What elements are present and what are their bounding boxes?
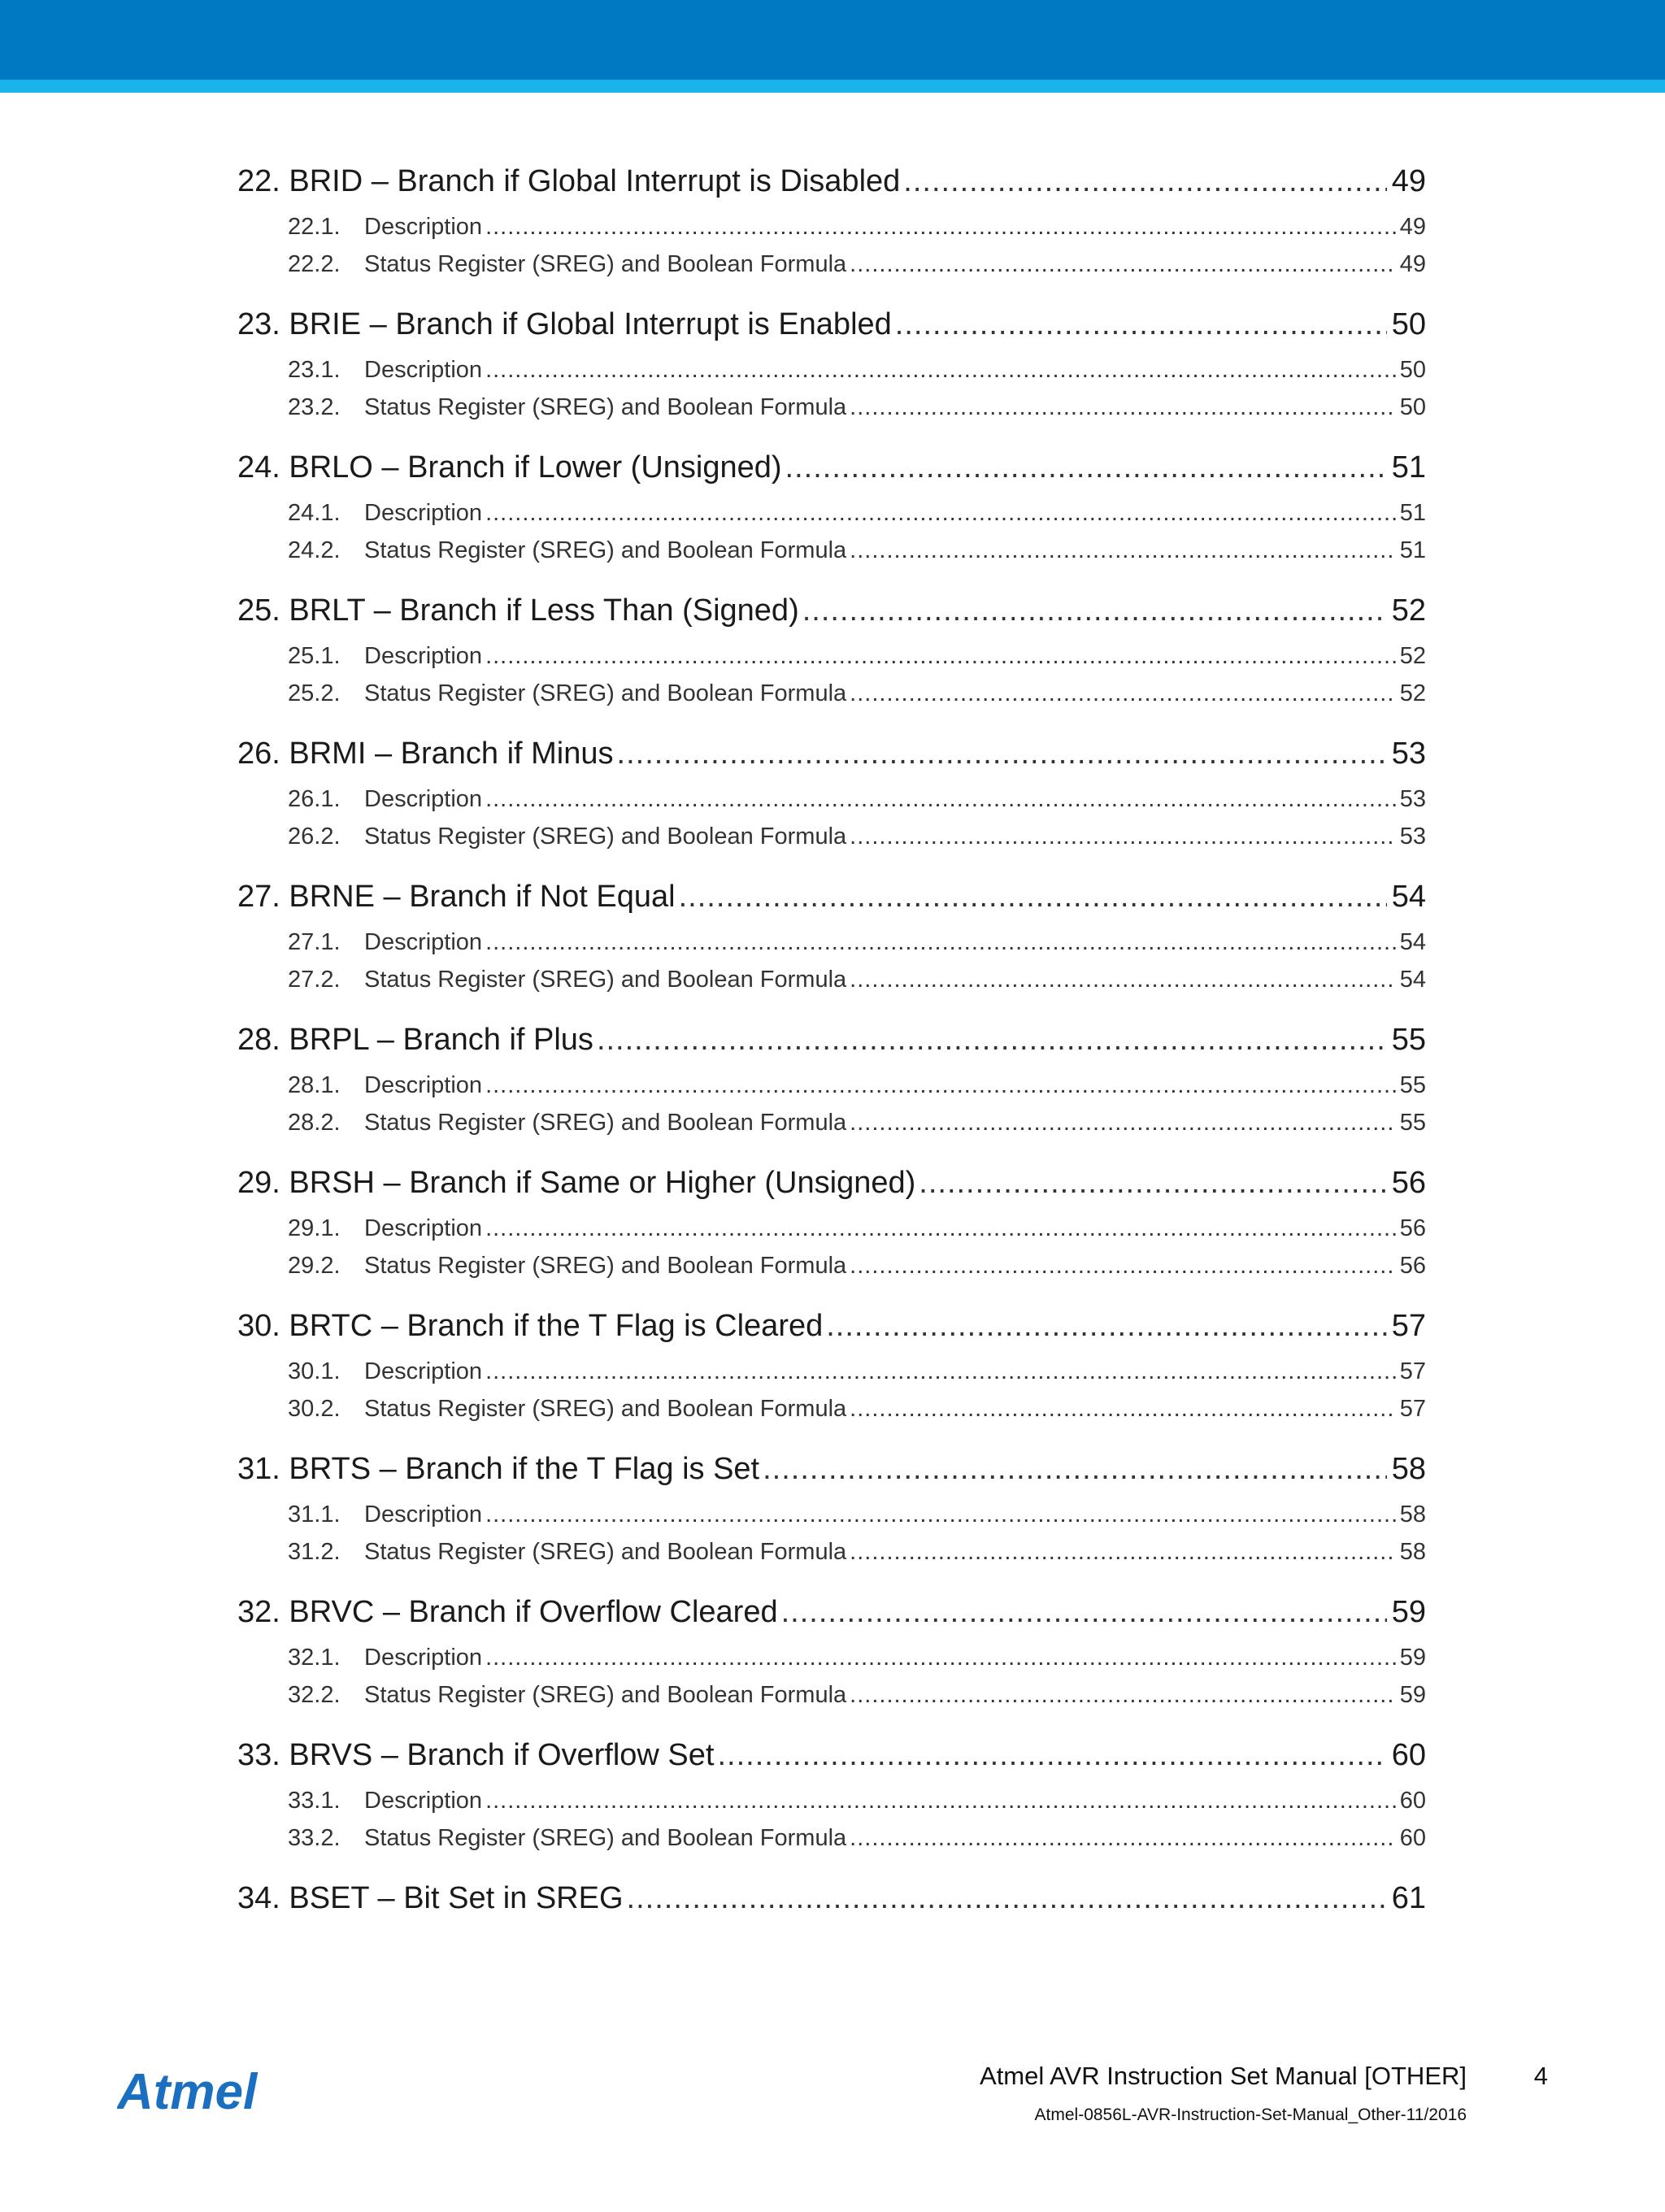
page-footer (0, 2049, 1665, 2211)
toc-subentry-title: Status Register (SREG) and Boolean Formula (364, 1825, 847, 1851)
toc-subentry[interactable] (237, 351, 1426, 389)
dot-leader (763, 1442, 1387, 1496)
toc-entry-title: 32. BRVC – Branch if Overflow Cleared (237, 1595, 778, 1629)
toc-entry-page: 58 (1391, 1452, 1426, 1486)
toc-entry-title: 30. BRTC – Branch if the T Flag is Cleared (237, 1309, 824, 1343)
toc-subentry-title: Description (364, 500, 483, 526)
dot-leader (850, 1247, 1397, 1284)
toc-subentry[interactable] (237, 1676, 1426, 1714)
toc-subentry-number: 26.1. (288, 786, 341, 812)
dot-leader (717, 1728, 1387, 1782)
dot-leader (485, 923, 1397, 961)
dot-leader (826, 1299, 1387, 1353)
toc-subentry-page: 59 (1399, 1682, 1426, 1708)
toc-entry-page: 54 (1391, 880, 1426, 914)
toc-subentry-title: Status Register (SREG) and Boolean Formula (364, 680, 847, 706)
dot-leader (850, 532, 1397, 569)
toc-subentry-number: 23.1. (288, 357, 341, 383)
dot-leader (850, 389, 1397, 426)
toc-entry-page: 52 (1391, 593, 1426, 628)
toc-subentry-number: 31.2. (288, 1539, 341, 1565)
dot-leader (919, 1156, 1387, 1210)
dot-leader (485, 1210, 1397, 1247)
toc-subentry-title: Description (364, 786, 483, 812)
toc-entry-title: 25. BRLT – Branch if Less Than (Signed) (237, 593, 799, 628)
toc-entry-page: 53 (1391, 737, 1426, 771)
toc-section (237, 1585, 1426, 1714)
dot-leader (485, 1782, 1397, 1819)
dot-leader (485, 1639, 1397, 1676)
document-title: Atmel AVR Instruction Set Manual [OTHER] (980, 2062, 1467, 2090)
toc-subentry-page: 60 (1399, 1825, 1426, 1851)
toc-subentry-title: Status Register (SREG) and Boolean Formula (364, 824, 847, 850)
toc-subentry-page: 53 (1399, 824, 1426, 850)
dot-leader (802, 584, 1387, 637)
dot-leader (679, 870, 1387, 923)
dot-leader (485, 351, 1397, 389)
toc-subentry-number: 22.1. (288, 214, 341, 240)
toc-subentry-title: Description (364, 929, 483, 955)
dot-leader (850, 1390, 1397, 1428)
toc-subentry-title: Description (364, 1072, 483, 1098)
header-bar (0, 0, 1665, 80)
toc-subentry-title: Status Register (SREG) and Boolean Formula (364, 537, 847, 563)
toc-entry-title: 26. BRMI – Branch if Minus (237, 737, 614, 771)
toc-subentry-page: 52 (1399, 643, 1426, 669)
toc-entry-page: 50 (1391, 307, 1426, 341)
toc-subentry-number: 33.1. (288, 1788, 341, 1814)
dot-leader (781, 1585, 1387, 1639)
dot-leader (850, 246, 1397, 283)
dot-leader (597, 1013, 1387, 1067)
toc-section (237, 154, 1426, 283)
toc-subentry-number: 26.2. (288, 824, 341, 850)
toc-subentry-title: Description (364, 1358, 483, 1384)
dot-leader (850, 675, 1397, 712)
toc-subentry-page: 54 (1399, 967, 1426, 993)
toc-section (237, 727, 1426, 855)
document-code: Atmel-0856L-AVR-Instruction-Set-Manual_Other-11/2016 (1034, 2106, 1467, 2124)
toc-subentry[interactable] (237, 494, 1426, 532)
toc-subentry-page: 49 (1399, 214, 1426, 240)
toc-subentry-page: 50 (1399, 394, 1426, 420)
toc-subentry[interactable] (237, 780, 1426, 818)
toc-subentry-number: 25.2. (288, 680, 341, 706)
toc-subentry-number: 27.2. (288, 967, 341, 993)
dot-leader (485, 1353, 1397, 1390)
toc-subentry-title: Status Register (SREG) and Boolean Formula (364, 1682, 847, 1708)
toc-section (237, 1871, 1426, 1925)
toc-section (237, 441, 1426, 569)
table-of-contents (237, 154, 1426, 1940)
dot-leader (895, 298, 1387, 351)
toc-entry[interactable] (237, 1156, 1426, 1210)
dot-leader (850, 1533, 1397, 1571)
dot-leader (850, 1819, 1397, 1857)
toc-subentry-number: 28.1. (288, 1072, 341, 1098)
toc-subentry-title: Description (364, 1215, 483, 1241)
toc-subentry[interactable] (237, 532, 1426, 569)
toc-section (237, 1013, 1426, 1141)
toc-subentry[interactable] (237, 1819, 1426, 1857)
toc-entry-title: 31. BRTS – Branch if the T Flag is Set (237, 1452, 760, 1486)
toc-subentry[interactable] (237, 1782, 1426, 1819)
toc-subentry-number: 29.1. (288, 1215, 341, 1241)
toc-subentry-number: 24.1. (288, 500, 341, 526)
toc-subentry-page: 50 (1399, 357, 1426, 383)
dot-leader (850, 961, 1397, 998)
toc-entry[interactable] (237, 1299, 1426, 1353)
toc-subentry[interactable] (237, 923, 1426, 961)
toc-subentry-number: 28.2. (288, 1110, 341, 1136)
toc-subentry[interactable] (237, 1353, 1426, 1390)
toc-subentry[interactable] (237, 1247, 1426, 1284)
toc-entry-page: 56 (1391, 1166, 1426, 1200)
dot-leader (850, 1676, 1397, 1714)
toc-subentry-page: 52 (1399, 680, 1426, 706)
toc-entry-page: 59 (1391, 1595, 1426, 1629)
toc-subentry-number: 32.1. (288, 1645, 341, 1671)
dot-leader (627, 1871, 1387, 1925)
toc-subentry-page: 58 (1399, 1539, 1426, 1565)
toc-subentry-number: 27.1. (288, 929, 341, 955)
toc-subentry-page: 49 (1399, 251, 1426, 277)
toc-entry[interactable] (237, 1728, 1426, 1782)
toc-subentry-title: Status Register (SREG) and Boolean Formula (364, 1110, 847, 1136)
toc-entry-page: 57 (1391, 1309, 1426, 1343)
toc-subentry[interactable] (237, 961, 1426, 998)
toc-entry[interactable] (237, 584, 1426, 637)
toc-subentry[interactable] (237, 1210, 1426, 1247)
toc-entry-title: 33. BRVS – Branch if Overflow Set (237, 1738, 715, 1772)
dot-leader (850, 1104, 1397, 1141)
toc-subentry[interactable] (237, 208, 1426, 246)
toc-entry-page: 61 (1391, 1881, 1426, 1915)
toc-entry-page: 51 (1391, 450, 1426, 485)
toc-subentry-number: 30.1. (288, 1358, 341, 1384)
toc-subentry[interactable] (237, 1496, 1426, 1533)
page-number: 4 (1533, 2062, 1548, 2090)
toc-subentry[interactable] (237, 675, 1426, 712)
toc-entry-page: 49 (1391, 164, 1426, 198)
toc-subentry-page: 55 (1399, 1110, 1426, 1136)
toc-subentry[interactable] (237, 1067, 1426, 1104)
toc-subentry[interactable] (237, 246, 1426, 283)
toc-subentry[interactable] (237, 389, 1426, 426)
toc-subentry-title: Status Register (SREG) and Boolean Formula (364, 967, 847, 993)
toc-subentry-number: 24.2. (288, 537, 341, 563)
toc-subentry-title: Status Register (SREG) and Boolean Formula (364, 251, 847, 277)
dot-leader (903, 154, 1387, 208)
toc-subentry[interactable] (237, 637, 1426, 675)
svg-text:Atmel: Atmel (117, 2065, 258, 2120)
toc-entry[interactable] (237, 154, 1426, 208)
toc-section (237, 1156, 1426, 1284)
toc-entry-page: 60 (1391, 1738, 1426, 1772)
dot-leader (617, 727, 1387, 780)
toc-entry[interactable] (237, 1871, 1426, 1925)
atmel-logo (117, 2065, 288, 2122)
toc-subentry-title: Status Register (SREG) and Boolean Formula (364, 1253, 847, 1279)
dot-leader (485, 780, 1397, 818)
toc-subentry-title: Description (364, 643, 483, 669)
toc-subentry-page: 59 (1399, 1645, 1426, 1671)
toc-entry-page: 55 (1391, 1023, 1426, 1057)
toc-section (237, 584, 1426, 712)
toc-subentry-page: 56 (1399, 1253, 1426, 1279)
toc-subentry-number: 32.2. (288, 1682, 341, 1708)
toc-subentry-title: Status Register (SREG) and Boolean Formula (364, 1539, 847, 1565)
dot-leader (485, 1067, 1397, 1104)
toc-entry[interactable] (237, 1585, 1426, 1639)
toc-subentry[interactable] (237, 818, 1426, 855)
toc-subentry-page: 60 (1399, 1788, 1426, 1814)
toc-subentry[interactable] (237, 1104, 1426, 1141)
toc-subentry-number: 22.2. (288, 251, 341, 277)
dot-leader (485, 494, 1397, 532)
toc-subentry-number: 29.2. (288, 1253, 341, 1279)
toc-subentry-title: Description (364, 1645, 483, 1671)
toc-subentry-title: Description (364, 1501, 483, 1528)
toc-entry-title: 23. BRIE – Branch if Global Interrupt is Enabled (237, 307, 892, 341)
toc-subentry-page: 54 (1399, 929, 1426, 955)
toc-entry-title: 24. BRLO – Branch if Lower (Unsigned) (237, 450, 782, 485)
toc-entry[interactable] (237, 1442, 1426, 1496)
toc-section (237, 1442, 1426, 1571)
toc-subentry[interactable] (237, 1639, 1426, 1676)
toc-section (237, 1728, 1426, 1857)
dot-leader (850, 818, 1397, 855)
toc-subentry-page: 51 (1399, 537, 1426, 563)
toc-entry-title: 22. BRID – Branch if Global Interrupt is Disabled (237, 164, 901, 198)
toc-subentry-number: 33.2. (288, 1825, 341, 1851)
toc-subentry-title: Status Register (SREG) and Boolean Formula (364, 1396, 847, 1422)
toc-subentry-page: 57 (1399, 1396, 1426, 1422)
toc-subentry-page: 57 (1399, 1358, 1426, 1384)
toc-subentry-page: 58 (1399, 1501, 1426, 1528)
toc-entry-title: 29. BRSH – Branch if Same or Higher (Unsigned) (237, 1166, 916, 1200)
toc-entry-title: 28. BRPL – Branch if Plus (237, 1023, 593, 1057)
toc-entry[interactable] (237, 441, 1426, 494)
toc-subentry-page: 51 (1399, 500, 1426, 526)
toc-subentry-title: Description (364, 1788, 483, 1814)
dot-leader (485, 208, 1397, 246)
toc-entry[interactable] (237, 298, 1426, 351)
toc-entry-title: 27. BRNE – Branch if Not Equal (237, 880, 676, 914)
toc-subentry-title: Status Register (SREG) and Boolean Formula (364, 394, 847, 420)
toc-section (237, 298, 1426, 426)
toc-entry[interactable] (237, 1013, 1426, 1067)
dot-leader (485, 1496, 1397, 1533)
toc-entry[interactable] (237, 727, 1426, 780)
toc-subentry-page: 53 (1399, 786, 1426, 812)
toc-subentry-number: 31.1. (288, 1501, 341, 1528)
toc-subentry-number: 30.2. (288, 1396, 341, 1422)
toc-entry-title: 34. BSET – Bit Set in SREG (237, 1881, 624, 1915)
dot-leader (485, 637, 1397, 675)
toc-subentry-page: 55 (1399, 1072, 1426, 1098)
toc-subentry[interactable] (237, 1390, 1426, 1428)
toc-subentry-number: 23.2. (288, 394, 341, 420)
header-stripe (0, 80, 1665, 93)
toc-entry[interactable] (237, 870, 1426, 923)
toc-section (237, 1299, 1426, 1428)
toc-subentry-title: Description (364, 357, 483, 383)
dot-leader (785, 441, 1387, 494)
toc-subentry-page: 56 (1399, 1215, 1426, 1241)
toc-section (237, 870, 1426, 998)
toc-subentry[interactable] (237, 1533, 1426, 1571)
toc-subentry-number: 25.1. (288, 643, 341, 669)
toc-subentry-title: Description (364, 214, 483, 240)
